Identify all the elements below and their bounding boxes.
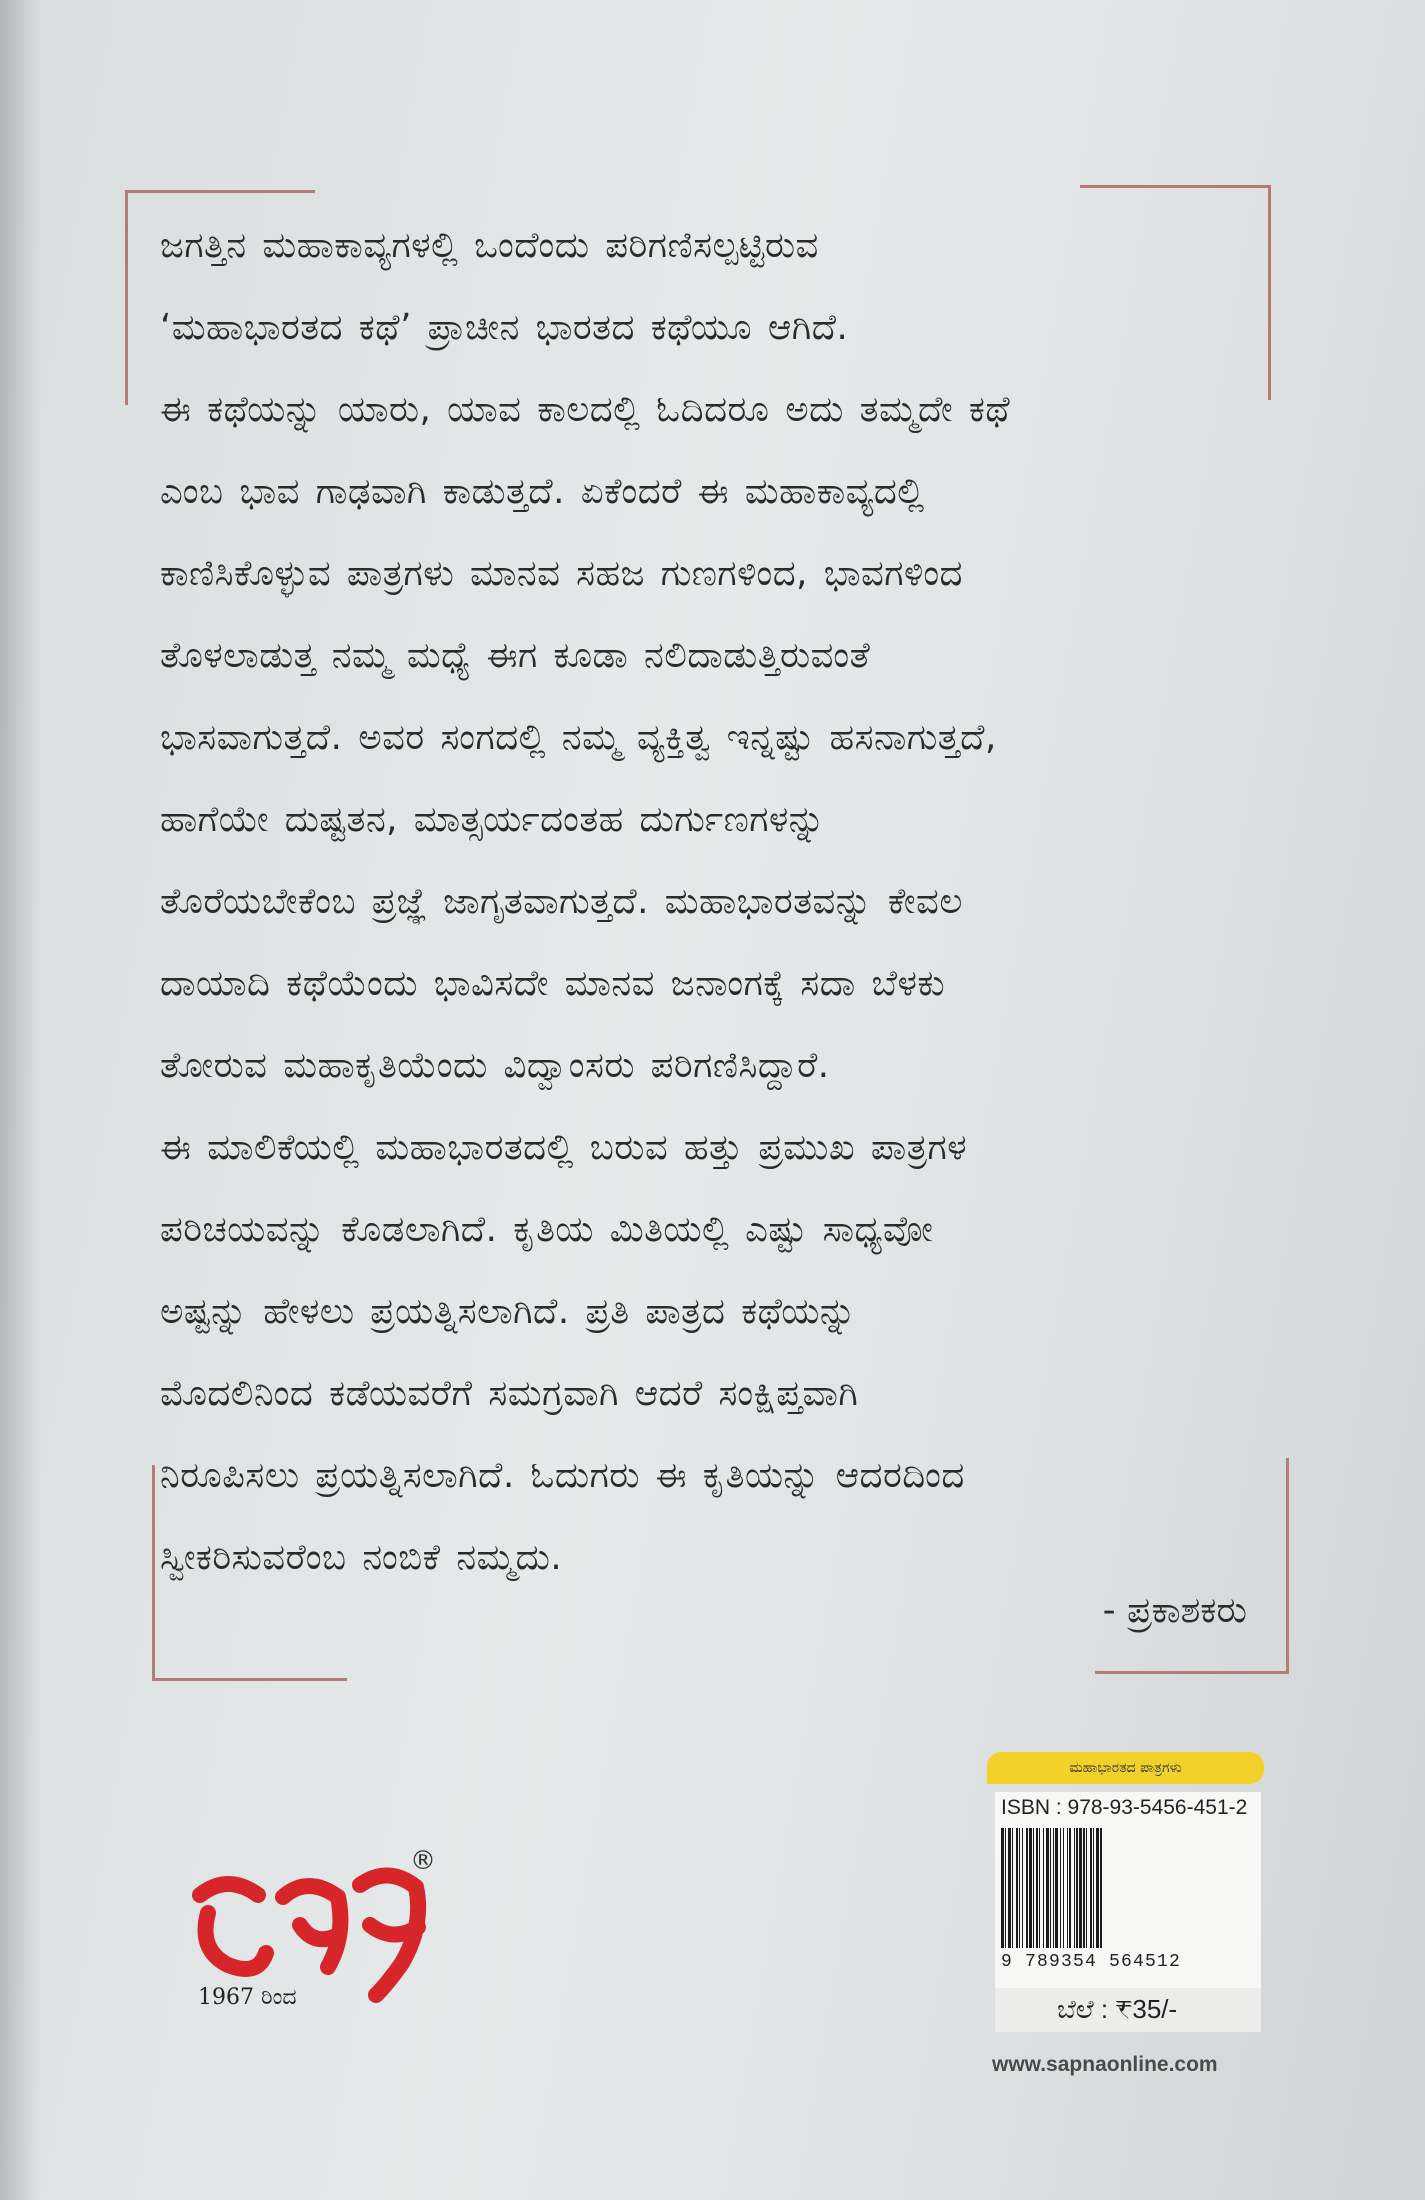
blurb-line: ದಾಯಾದಿ ಕಥೆಯೆಂದು ಭಾವಿಸದೇ ಮಾನವ ಜನಾಂಗಕ್ಕೆ ಸದಾ ಬೆಳಕು bbox=[160, 963, 946, 1004]
blurb-line: ಎಂಬ ಭಾವ ಗಾಢವಾಗಿ ಕಾಡುತ್ತದೆ. ಏಕೆಂದರೆ ಈ ಮಹಾಕಾವ್ಯದಲ್ಲಿ bbox=[160, 471, 925, 512]
frame-bottom-left bbox=[152, 1678, 347, 1681]
frame-top-left bbox=[125, 190, 315, 193]
blurb-line: ತೊರೆಯಬೇಕೆಂಬ ಪ್ರಜ್ಞೆ ಜಾಗೃತವಾಗುತ್ತದೆ. ಮಹಾಭಾರತವನ್ನು ಕೇವಲ bbox=[160, 881, 963, 922]
blurb-line: ಹಾಗೆಯೇ ದುಷ್ಟತನ, ಮಾತ್ಸರ್ಯದಂತಹ ದುರ್ಗುಣಗಳನ್ನು bbox=[160, 799, 826, 840]
logo-tagline: 1967 ರಿಂದ bbox=[198, 1985, 297, 2010]
isbn-number: ISBN : 978-93-5456-451-2 bbox=[1001, 1796, 1248, 1819]
blurb-line: ತೋರುವ ಮಹಾಕೃತಿಯೆಂದು ವಿದ್ವಾಂಸರು ಪರಿಗಣಿಸಿದ್ದಾರೆ. bbox=[160, 1045, 830, 1086]
blurb-line: ಜಗತ್ತಿನ ಮಹಾಕಾವ್ಯಗಳಲ್ಲಿ ಒಂದೆಂದು ಪರಿಗಣಿಸಲ್ಪಟ್ಟಿರುವ bbox=[160, 225, 819, 266]
price-box bbox=[995, 1988, 1261, 2032]
blurb-line: ‘ಮಹಾಭಾರತದ ಕಥೆ’ ಪ್ರಾಚೀನ ಭಾರತದ ಕಥೆಯೂ ಆಗಿದೆ. bbox=[160, 307, 849, 348]
isbn-panel bbox=[987, 1752, 1264, 2037]
website-url: www.sapnaonline.com bbox=[992, 2053, 1218, 2076]
frame-left-upper bbox=[125, 190, 128, 405]
blurb-line: ತೊಳಲಾಡುತ್ತ ನಮ್ಮ ಮಧ್ಯೆ ಈಗ ಕೂಡಾ ನಲಿದಾಡುತ್ತಿರುವಂತೆ bbox=[160, 635, 871, 676]
publisher-signature: - ಪ್ರಕಾಶಕರು bbox=[1102, 1590, 1247, 1631]
barcode bbox=[1001, 1828, 1253, 1954]
blurb-line: ಕಾಣಿಸಿಕೊಳ್ಳುವ ಪಾತ್ರಗಳು ಮಾನವ ಸಹಜ ಗುಣಗಳಿಂದ, ಭಾವಗಳಿಂದ bbox=[160, 553, 963, 594]
series-tag: ಮಹಾಭಾರತದ ಪಾತ್ರಗಳು bbox=[987, 1752, 1264, 1784]
blurb-line: ಪರಿಚಯವನ್ನು ಕೊಡಲಾಗಿದೆ. ಕೃತಿಯ ಮಿತಿಯಲ್ಲಿ ಎಷ್ಟು ಸಾಧ್ಯವೋ bbox=[160, 1209, 934, 1250]
blurb-text bbox=[160, 205, 1230, 1599]
frame-left-lower bbox=[152, 1465, 155, 1680]
frame-right-upper bbox=[1268, 185, 1271, 400]
registered-mark: ® bbox=[410, 1846, 436, 1876]
spine-shadow bbox=[0, 0, 40, 2200]
blurb-line: ಭಾಸವಾಗುತ್ತದೆ. ಅವರ ಸಂಗದಲ್ಲಿ ನಮ್ಮ ವ್ಯಕ್ತಿತ್ವ ಇನ್ನಷ್ಟು ಹಸನಾಗುತ್ತದೆ, bbox=[160, 717, 997, 758]
blurb-line: ಸ್ವೀಕರಿಸುವರೆಂಬ ನಂಬಿಕೆ ನಮ್ಮದು. bbox=[160, 1537, 563, 1578]
barcode-gap bbox=[1102, 1828, 1103, 1948]
price-label: ಬೆಲೆ : ₹35/- bbox=[1057, 1994, 1178, 2024]
isbn-box bbox=[995, 1792, 1261, 2032]
blurb-line: ನಿರೂಪಿಸಲು ಪ್ರಯತ್ನಿಸಲಾಗಿದೆ. ಓದುಗರು ಈ ಕೃತಿಯನ್ನು ಆದರದಿಂದ bbox=[160, 1455, 965, 1496]
blurb-line: ಅಷ್ಟನ್ನು ಹೇಳಲು ಪ್ರಯತ್ನಿಸಲಾಗಿದೆ. ಪ್ರತಿ ಪಾತ್ರದ ಕಥೆಯನ್ನು bbox=[160, 1291, 857, 1332]
frame-top-right bbox=[1080, 185, 1270, 188]
barcode-digits: 9 789354 564512 bbox=[1001, 1952, 1182, 1972]
blurb-line: ಮೊದಲಿನಿಂದ ಕಡೆಯವರೆಗೆ ಸಮಗ್ರವಾಗಿ ಆದರೆ ಸಂಕ್ಷಿಪ್ತವಾಗಿ bbox=[160, 1373, 859, 1414]
blurb-line: ಈ ಕಥೆಯನ್ನು ಯಾರು, ಯಾವ ಕಾಲದಲ್ಲಿ ಓದಿದರೂ ಅದು ತಮ್ಮದೇ ಕಥೆ bbox=[160, 389, 1011, 430]
frame-right-lower bbox=[1286, 1458, 1289, 1673]
frame-bottom-right bbox=[1095, 1671, 1289, 1674]
blurb-line: ಈ ಮಾಲಿಕೆಯಲ್ಲಿ ಮಹಾಭಾರತದಲ್ಲಿ ಬರುವ ಹತ್ತು ಪ್ರಮುಖ ಪಾತ್ರಗಳ bbox=[160, 1127, 967, 1168]
